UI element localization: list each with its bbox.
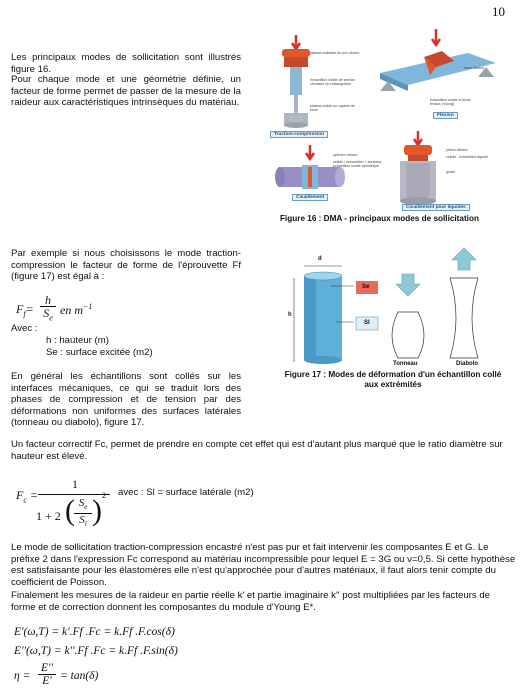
- eta-lhs: η =: [14, 670, 31, 682]
- ff-sub: f: [23, 309, 26, 319]
- label-tc-top: plateau solidaire du pot vibrant: [310, 51, 359, 55]
- fig17-label-tonneau: Tonneau: [393, 361, 418, 367]
- up-arrow-icon: [452, 248, 476, 270]
- formula-fc: $F_c$ = 1 1 + 2 ( $S_e$ $S_l$ ) 2: [16, 472, 116, 534]
- eta-fraction: [38, 662, 56, 688]
- fig17-label-se: Se: [362, 284, 370, 290]
- avec-sl-label: avec : Sl = surface latérale (m2): [118, 487, 254, 498]
- formula-ff: $F_f=$ h $S_e$ en $m^{-1}$: [16, 293, 93, 323]
- label-fl-mid: échantillon solide à bords tendus (Young): [430, 98, 471, 107]
- tag-cisaillement: Cisaillement: [292, 194, 328, 201]
- section2-paragraph-1: Par exemple si nous choisissons le mode traction-compression le facteur de forme de l'éprouvette Ff (figure 17) est égal à :: [11, 248, 241, 283]
- figure-16-caption: Figure 16 : DMA - principaux modes de sollicitation: [280, 214, 479, 223]
- label-ci-mid: cellule / échantillon + anneaux échantillon solide cylindrique: [333, 160, 382, 169]
- ff-unit: en m: [60, 303, 83, 317]
- force-arrow-icon: [414, 131, 422, 145]
- fc-sub: c: [23, 495, 27, 505]
- figure-17-illustration: [284, 244, 509, 370]
- definition-h: h : hauteur (m): [46, 335, 109, 346]
- tonneau-shape: [392, 312, 424, 358]
- force-arrow-icon: [432, 29, 440, 45]
- fig17-label-diabolo: Diabolo: [456, 361, 478, 367]
- fig17-label-h: h: [288, 312, 292, 318]
- fc-numerator: 1: [72, 477, 78, 491]
- diabolo-shape: [450, 278, 478, 358]
- page-number: 10: [492, 4, 505, 19]
- eta-denominator: E': [42, 675, 52, 687]
- fc-inner-fraction: [74, 497, 92, 531]
- fc-exp: 2: [102, 491, 106, 500]
- ff-numerator: h: [40, 294, 56, 307]
- figure-17-caption: Figure 17 : Modes de déformation d'un échantillon collé aux extrémités: [284, 370, 502, 389]
- figure-16-illustration: [250, 15, 520, 215]
- label-tc-mid: échantillon solide de section circulaire ou rectangulaire: [310, 78, 355, 87]
- section3-paragraph-1: Un facteur correctif Fc, permet de prendre en compte cet effet qui est d'autant plus marqué que le ratio diamètre sur hauteur est élevé.: [11, 439, 503, 462]
- eta-numerator: E'': [38, 662, 56, 675]
- flexion-diagram: [380, 29, 496, 91]
- section3-paragraph-2: Le mode de sollicitation traction-compression encastré n'est pas pur et fait intervenir les composantes E et G. Le préfixe 2 dans l'expression Fc correspond au matériau incompressible pour lequel E = 3G ou ν=0,5. Si cette hypothèse est satisfaisante pour les élastomères elle n'est qu'approchée pour d'autres matériaux, il faut alors tenir compte du coefficient de Poisson.: [11, 542, 516, 588]
- label-li-top: piston vibrant: [446, 148, 468, 152]
- definition-se: Se : surface excitée (m2): [46, 347, 153, 358]
- label-li-mid: cellule - échantillon liquide: [446, 155, 488, 159]
- force-arrow-icon: [292, 35, 300, 49]
- force-arrow-icon: [306, 145, 314, 159]
- equation-e-second: E''(ω,T) = k''.Ff .Fc = k.Ff .F.sin(δ): [14, 645, 178, 657]
- traction-compression-diagram: [282, 35, 310, 128]
- ff-exp: −1: [83, 302, 93, 311]
- fc-se-sub: e: [84, 503, 88, 512]
- fig17-label-sl: Sl: [364, 320, 370, 326]
- equation-eta: [14, 662, 154, 690]
- ff-lhs: F: [16, 302, 24, 316]
- ff-denominator: S: [43, 306, 50, 320]
- section3-paragraph-3: Finalement les mesures de la raideur en partie réelle k' et partie imaginaire k'' post multipliées par les facteurs de forme et de correction donnent les composantes du module d'Young E*.: [11, 590, 491, 613]
- ff-den-sub: e: [49, 313, 53, 323]
- cisaillement-liquides-diagram: [400, 131, 436, 205]
- tag-flexion: Flexion: [433, 112, 458, 119]
- label-li-bot: godet: [446, 170, 455, 174]
- intro-paragraph-1: Les principaux modes de sollicitation sont illustrés figure 16.: [11, 52, 241, 75]
- tag-cisaillement-liquides: Cisaillement pour liquides: [402, 204, 470, 211]
- intro-paragraph-2: Pour chaque mode et une géométrie définie, un facteur de forme permet de passer de la mesure de la raideur aux caractéristiques intrinsèques du matériau.: [11, 74, 241, 109]
- fc-sl-sub: l: [84, 520, 87, 529]
- down-arrow-icon: [396, 274, 420, 296]
- ff-fraction: [40, 294, 56, 324]
- label-ci-top: cylindre vibrant: [333, 153, 358, 157]
- fc-lhs: F: [16, 488, 24, 502]
- label-fl-top: mors vibrant: [464, 66, 484, 70]
- fc-sl: S: [79, 514, 85, 527]
- avec-label: Avec :: [11, 323, 38, 334]
- eta-rhs: = tan(δ): [60, 670, 99, 682]
- section2-paragraph-2: En général les échantillons sont collés sur les interfaces mécaniques, ce qui se traduit lors des phases de compression et de tension par des déformations non uniformes des surfaces latérales (tonneau ou diabolo), figure 17.: [11, 371, 241, 429]
- fc-se: S: [78, 497, 85, 509]
- fig17-label-d: d: [318, 256, 322, 262]
- tag-traction-compression: Traction-compression: [270, 131, 328, 138]
- equation-e-prime: E'(ω,T) = k'.Ff .Fc = k.Ff .F.cos(δ): [14, 626, 175, 638]
- label-tc-bot: plateau solide ou capteur de force: [310, 104, 356, 113]
- fc-den-a: 1 + 2: [36, 509, 61, 523]
